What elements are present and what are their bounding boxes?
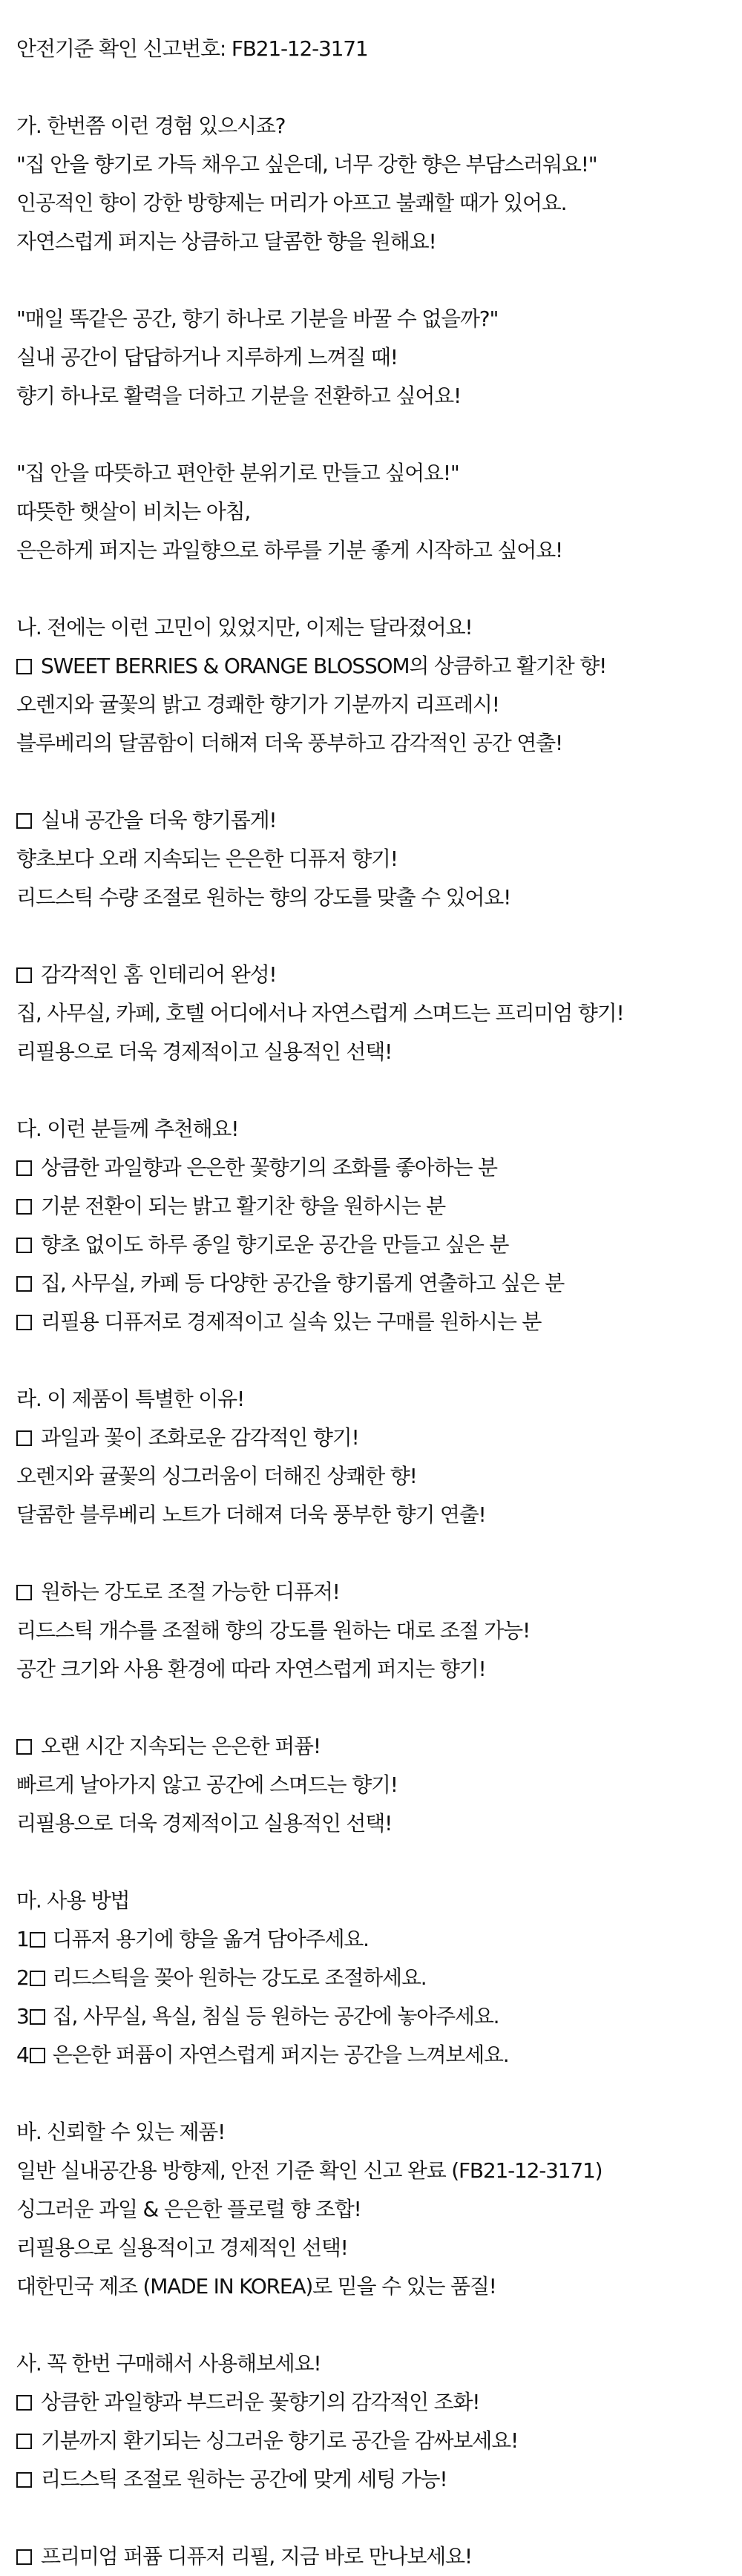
text-line: 기분 전환이 되는 밝고 활기찬 향을 원하시는 분	[16, 1187, 742, 1226]
text-line: 1 디퓨저 용기에 향을 옮겨 담아주세요.	[16, 1927, 369, 1951]
spacer	[16, 68, 742, 107]
text-line: 향초보다 오래 지속되는 은은한 디퓨저 향기!	[16, 847, 398, 871]
checkbox-icon	[30, 1971, 45, 1986]
spacer	[16, 1341, 742, 1380]
text-line: 원하는 강도로 조절 가능한 디퓨저!	[16, 1573, 742, 1611]
spacer	[16, 261, 742, 300]
text-line: 오렌지와 귤꽃의 싱그러움이 더해진 상쾌한 향!	[16, 1464, 417, 1488]
spacer	[16, 917, 742, 956]
checkbox-icon	[16, 2395, 32, 2411]
checkbox-icon	[30, 2009, 45, 2025]
checkbox-icon	[30, 1932, 45, 1948]
text-line: 향초 없이도 하루 종일 향기로운 공간을 만들고 싶은 분	[16, 1226, 742, 1264]
text-line: 빠르게 날아가지 않고 공간에 스며드는 향기!	[16, 1772, 398, 1797]
text-line: 집, 사무실, 카페 등 다양한 공간을 향기롭게 연출하고 싶은 분	[16, 1264, 742, 1303]
spacer	[16, 1689, 742, 1727]
checkbox-icon	[16, 1160, 32, 1176]
section-title: 사. 꼭 한번 구매해서 사용해보세요!	[16, 2351, 321, 2376]
spacer	[16, 1534, 742, 1573]
text-line: 은은하게 퍼지는 과일향으로 하루를 기분 좋게 시작하고 싶어요!	[16, 538, 562, 562]
text-line: 리필용으로 더욱 경제적이고 실용적인 선택!	[16, 1811, 393, 1836]
section-title: 가. 한번쯤 이런 경험 있으시죠?	[16, 114, 286, 138]
checkbox-icon	[16, 2549, 32, 2565]
certification-number: 안전기준 확인 신고번호: FB21-12-3171	[16, 36, 368, 61]
text-line: 일반 실내공간용 방향제, 안전 기준 확인 신고 완료 (FB21-12-3171)	[16, 2158, 603, 2183]
text-line: 3 집, 사무실, 욕실, 침실 등 원하는 공간에 놓아주세요.	[16, 2004, 499, 2028]
checkbox-icon	[16, 1199, 32, 1215]
spacer	[16, 1843, 742, 1882]
text-line: 리필용 디퓨저로 경제적이고 실속 있는 구매를 원하시는 분	[16, 1303, 742, 1341]
spacer	[16, 763, 742, 801]
section-title: 다. 이런 분들께 추천해요!	[16, 1117, 239, 1141]
text-line: 인공적인 향이 강한 방향제는 머리가 아프고 불쾌할 때가 있어요.	[16, 191, 567, 215]
text-line: 4 은은한 퍼퓸이 자연스럽게 퍼지는 공간을 느껴보세요.	[16, 2043, 509, 2067]
text-line: 따뜻한 햇살이 비치는 아침,	[16, 499, 251, 524]
text-line: SWEET BERRIES & ORANGE BLOSSOM의 상큼하고 활기찬 향!	[16, 647, 742, 686]
checkbox-icon	[16, 659, 32, 674]
checkbox-icon	[16, 1276, 32, 1292]
text-line: 리필용으로 실용적이고 경제적인 선택!	[16, 2235, 348, 2260]
checkbox-icon	[16, 2472, 32, 2488]
section-title: 마. 사용 방법	[16, 1888, 130, 1913]
section-title: 나. 전에는 이런 고민이 있었지만, 이제는 달라졌어요!	[16, 615, 473, 640]
text-line: 프리미엄 퍼퓸 디퓨저 리필, 지금 바로 만나보세요!	[16, 2537, 742, 2576]
checkbox-icon	[16, 967, 32, 983]
text-line: 싱그러운 과일 & 은은한 플로럴 향 조합!	[16, 2197, 361, 2221]
text-line: "집 안을 향기로 가득 채우고 싶은데, 너무 강한 향은 부담스러워요!"	[16, 152, 597, 177]
text-line: 공간 크기와 사용 환경에 따라 자연스럽게 퍼지는 향기!	[16, 1657, 486, 1681]
text-line: 자연스럽게 퍼지는 상큼하고 달콤한 향을 원해요!	[16, 229, 436, 254]
text-line: 오랜 시간 지속되는 은은한 퍼퓸!	[16, 1727, 742, 1766]
text-line: 집, 사무실, 카페, 호텔 어디에서나 자연스럽게 스며드는 프리미엄 향기!	[16, 1001, 624, 1025]
text-line: 리필용으로 더욱 경제적이고 실용적인 선택!	[16, 1039, 393, 1064]
text-line: 달콤한 블루베리 노트가 더해져 더욱 풍부한 향기 연출!	[16, 1502, 486, 1527]
spacer	[16, 2499, 742, 2537]
description-content	[16, 107, 742, 2576]
text-line: 상큼한 과일향과 은은한 꽃향기의 조화를 좋아하는 분	[16, 1149, 742, 1187]
text-line: 향기 하나로 활력을 더하고 기분을 전환하고 싶어요!	[16, 384, 462, 408]
text-line: 감각적인 홈 인테리어 완성!	[16, 956, 742, 994]
text-line: "매일 똑같은 공간, 향기 하나로 기분을 바꿀 수 없을까?"	[16, 306, 499, 331]
text-line: 대한민국 제조 (MADE IN KOREA)로 믿을 수 있는 품질!	[16, 2274, 496, 2299]
checkbox-icon	[16, 813, 32, 829]
spacer	[16, 2074, 742, 2113]
text-line: "집 안을 따뜻하고 편안한 분위기로 만들고 싶어요!"	[16, 461, 459, 485]
text-line: 과일과 꽃이 조화로운 감각적인 향기!	[16, 1419, 742, 1457]
checkbox-icon	[30, 2048, 45, 2063]
text-line: 실내 공간이 답답하거나 지루하게 느껴질 때!	[16, 345, 398, 369]
text-line: 기분까지 환기되는 싱그러운 향기로 공간을 감싸보세요!	[16, 2422, 742, 2460]
spacer	[16, 415, 742, 454]
spacer	[16, 570, 742, 608]
checkbox-icon	[16, 1238, 32, 1253]
text-line: 실내 공간을 더욱 향기롭게!	[16, 801, 742, 840]
spacer	[16, 2306, 742, 2345]
checkbox-icon	[16, 1430, 32, 1446]
text-line: 오렌지와 귤꽃의 밝고 경쾌한 향기가 기분까지 리프레시!	[16, 692, 499, 717]
checkbox-icon	[16, 1739, 32, 1755]
text-line: 리드스틱 수량 조절로 원하는 향의 강도를 맞출 수 있어요!	[16, 885, 511, 910]
checkbox-icon	[16, 2434, 32, 2449]
text-line: 블루베리의 달콤함이 더해져 더욱 풍부하고 감각적인 공간 연출!	[16, 731, 562, 755]
text-line: 2 리드스틱을 꽂아 원하는 강도로 조절하세요.	[16, 1965, 427, 1990]
spacer	[16, 1071, 742, 1110]
section-title: 라. 이 제품이 특별한 이유!	[16, 1387, 245, 1411]
checkbox-icon	[16, 1585, 32, 1600]
text-line: 리드스틱 조절로 원하는 공간에 맞게 세팅 가능!	[16, 2460, 742, 2499]
text-line: 상큼한 과일향과 부드러운 꽃향기의 감각적인 조화!	[16, 2383, 742, 2422]
checkbox-icon	[16, 1315, 32, 1330]
section-title: 바. 신뢰할 수 있는 제품!	[16, 2120, 226, 2144]
text-line: 리드스틱 개수를 조절해 향의 강도를 원하는 대로 조절 가능!	[16, 1618, 530, 1643]
